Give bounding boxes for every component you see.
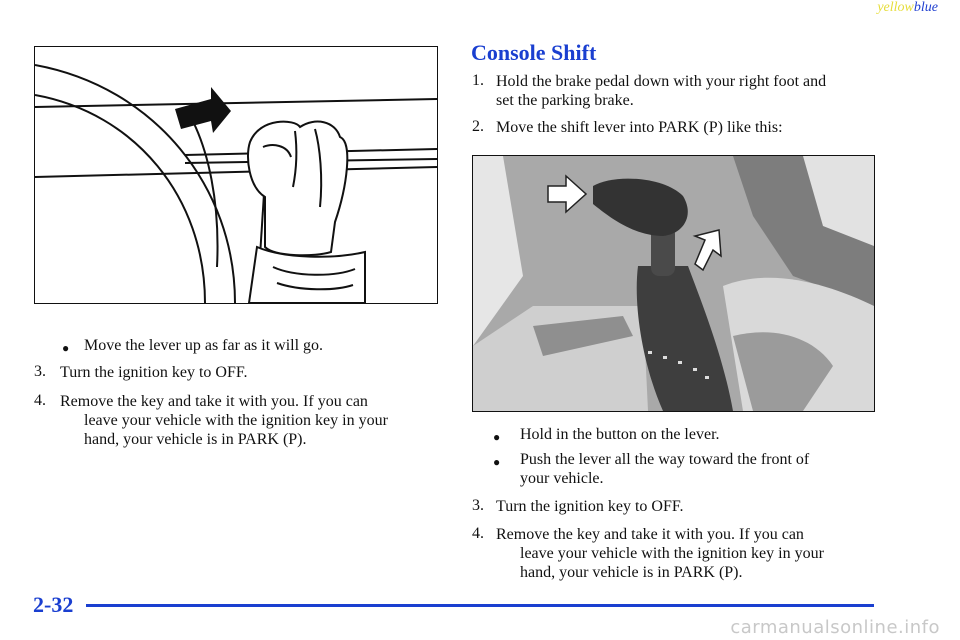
bullet-dot: ●: [62, 341, 70, 355]
arrow-icon: [175, 87, 231, 133]
right-step1-number: 1.: [472, 72, 484, 89]
right-step2-number: 2.: [472, 118, 484, 135]
section-title: Console Shift: [471, 40, 597, 65]
right-step4-line3: hand, your vehicle is in PARK (P).: [520, 564, 743, 581]
left-step3-number: 3.: [34, 363, 46, 380]
left-step4-line1: Remove the key and take it with you. If you can: [60, 393, 368, 410]
left-step3-text: Turn the ignition key to OFF.: [60, 364, 248, 381]
footer-rule: [86, 604, 874, 607]
bullet-dot: ●: [493, 455, 501, 469]
header-word-blue: blue: [913, 0, 938, 15]
left-step4-line3: hand, your vehicle is in PARK (P).: [84, 431, 307, 448]
column-shift-drawing: [35, 47, 437, 303]
running-header: [877, 0, 938, 16]
right-bullet2-line2: your vehicle.: [520, 470, 604, 487]
right-bullet1-text: Hold in the button on the lever.: [520, 426, 720, 443]
bullet-dot: ●: [493, 430, 501, 444]
header-word-yellow: yellow: [877, 0, 914, 15]
console-shift-photo: [472, 155, 875, 412]
left-step4-number: 4.: [34, 392, 46, 409]
left-bullet-text: Move the lever up as far as it will go.: [84, 337, 324, 354]
right-step4-line1: Remove the key and take it with you. If you can: [496, 526, 804, 543]
right-step3-text: Turn the ignition key to OFF.: [496, 498, 684, 515]
right-step4-line2: leave your vehicle with the ignition key in your: [520, 545, 824, 562]
right-step4-number: 4.: [472, 525, 484, 542]
right-step1-line2: set the parking brake.: [496, 92, 634, 109]
right-step1-line1: Hold the brake pedal down with your right foot and: [496, 73, 827, 90]
right-step2-text: Move the shift lever into PARK (P) like this:: [496, 119, 783, 136]
column-shift-illustration: [34, 46, 438, 304]
right-bullet2-line1: Push the lever all the way toward the front of: [520, 451, 810, 468]
watermark: carmanualsonline.info: [730, 617, 940, 638]
page-number: 2-32: [33, 592, 74, 617]
right-step3-number: 3.: [472, 497, 484, 514]
left-step4-line2: leave your vehicle with the ignition key in your: [84, 412, 388, 429]
console-shift-drawing: [473, 156, 874, 411]
